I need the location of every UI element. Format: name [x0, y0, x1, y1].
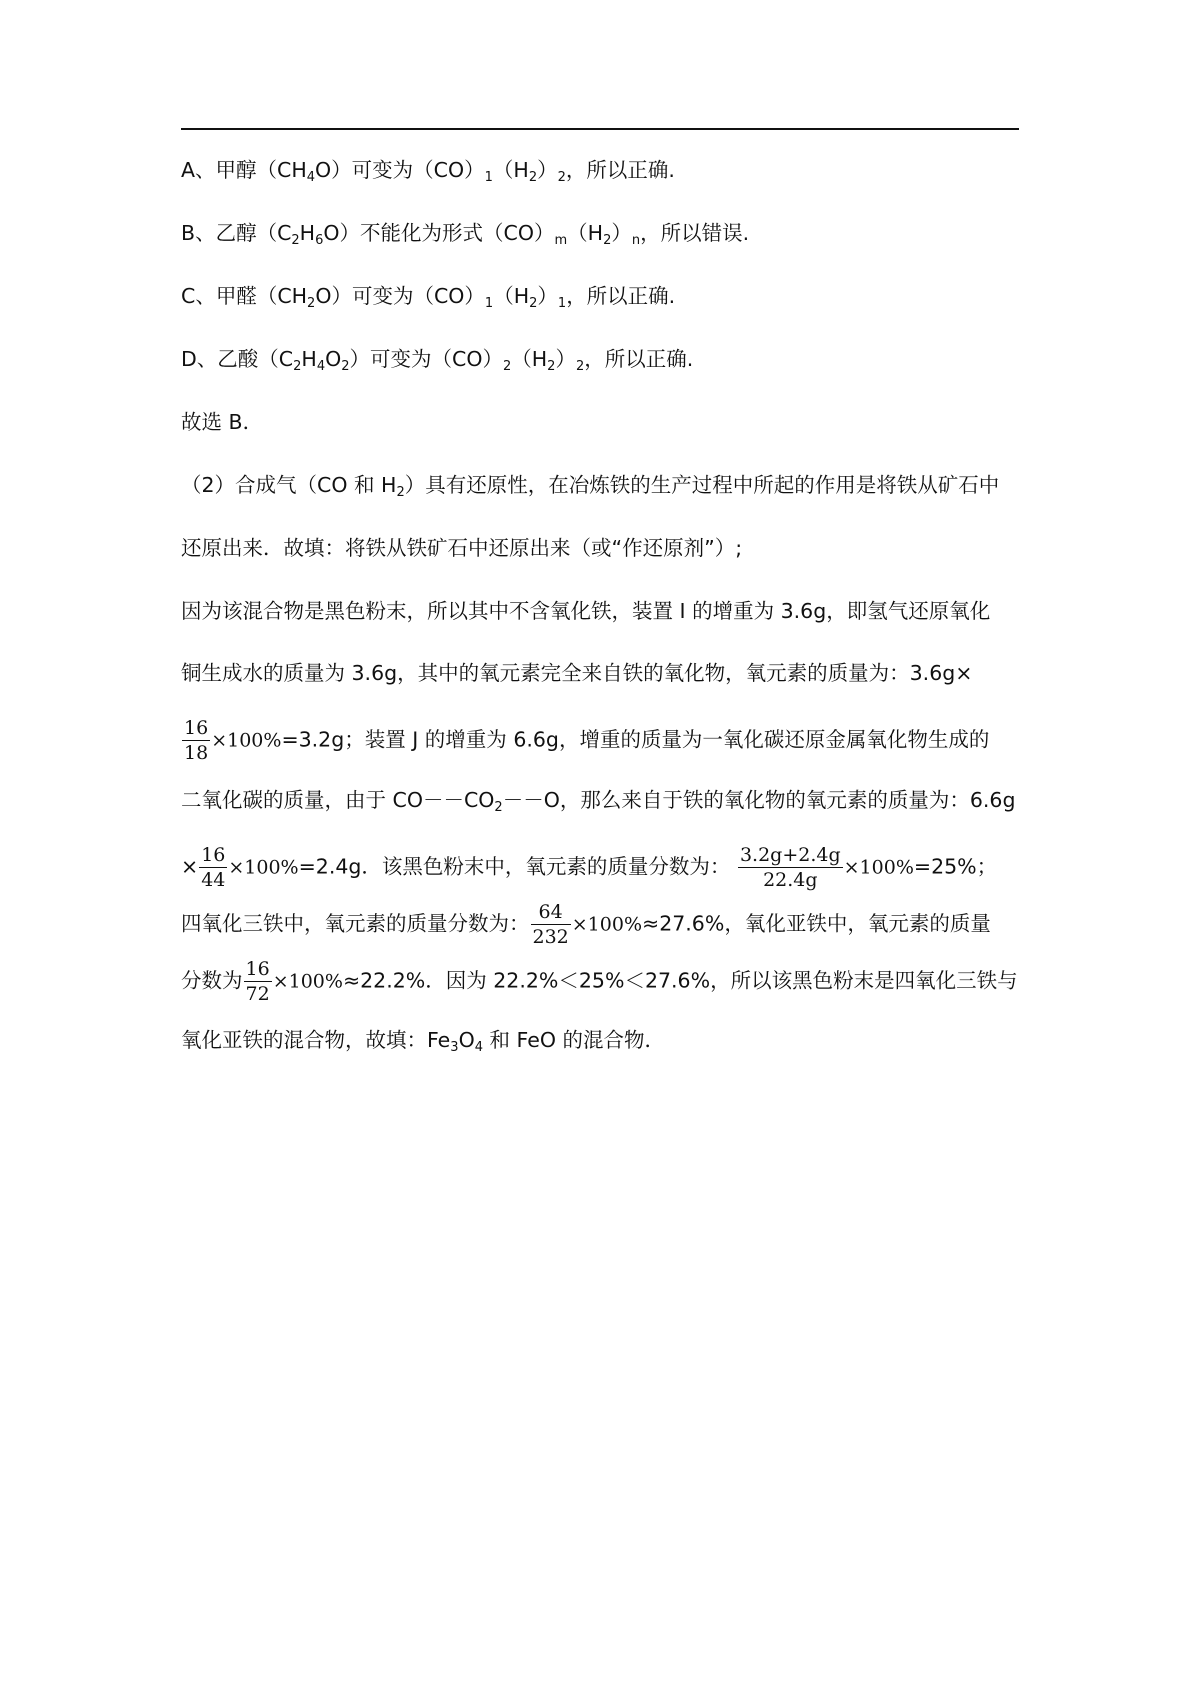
- calc-line-2: 铜生成水的质量为 3.6g，其中的氧元素完全来自铁的氧化物，氧元素的质量为：3.6g×: [181, 661, 973, 685]
- calc-line-4: 二氧化碳的质量，由于 $CO--CO_2--O$，那么来自于铁的氧化物的氧元素的质量为：6.6g: [181, 788, 1016, 815]
- fraction-16-18: $\frac{16}{18}$: [184, 717, 209, 764]
- fraction-64-232: $\frac{64}{232}$: [532, 901, 569, 948]
- option-b-line: B、乙醇$(C_2H_6O)$不能化为形式$(CO)_m(H_2)_n$，所以错误.: [181, 221, 750, 248]
- option-a-line: A、甲醇$(CH_4O)$可变为$(CO)_1(H_2)_2$，所以正确.: [181, 158, 675, 185]
- calc-line-6: 四氧化三铁中，氧元素的质量分数为： $\frac{64}{232}$ ×100%≈27.6%，氧化亚铁中，氧元素的质量: [181, 901, 991, 948]
- fraction-oxygen-mass: $\frac{3.2g+2.4g}{22.4g}$: [739, 844, 841, 891]
- fraction-16-44: $\frac{16}{44}$: [201, 844, 226, 891]
- part2-line-2: 还原出来．故填：将铁从铁矿石中还原出来（或“作还原剂”）;: [181, 536, 743, 560]
- option-c-line: C、甲醛$(CH_2O)$可变为$(CO)_1(H_2)_1$，所以正确.: [181, 284, 676, 311]
- calc-line-5: × $\frac{16}{44}$ ×100%=2.4g．该黑色粉末中，氧元素的质量分数为： $\frac{3.2g+2.4g}{22.4g}$ ×100%=25%；: [181, 844, 998, 891]
- conclusion-line: 故选 B．: [181, 410, 264, 434]
- calc-line-8: 氧化亚铁的混合物，故填：$Fe_3O_4$ 和 FeO 的混合物．: [181, 1028, 665, 1055]
- part2-line-1: （2）合成气（CO 和 $H_2$）具有还原性，在冶炼铁的生产过程中所起的作用是将铁从矿石中: [181, 473, 1000, 500]
- fraction-16-72: $\frac{16}{72}$: [245, 958, 270, 1005]
- calc-line-3: $\frac{16}{18}$ ×100%=3.2g；装置 J 的增重为 6.6g，增重的质量为一氧化碳还原金属氧化物生成的: [184, 717, 990, 764]
- calc-line-1: 因为该混合物是黑色粉末，所以其中不含氧化铁，装置 I 的增重为 3.6g，即氢气还原氧化: [181, 599, 991, 623]
- option-d-line: D、乙酸$(C_2H_4O_2)$可变为$(CO)_2(H_2)_2$，所以正确.: [181, 347, 694, 374]
- header-rule: [181, 128, 1019, 130]
- calc-line-7: 分数为 $\frac{16}{72}$ ×100%≈22.2%．因为 22.2%＜25%＜27.6%，所以该黑色粉末是四氧化三铁与: [181, 958, 1018, 1005]
